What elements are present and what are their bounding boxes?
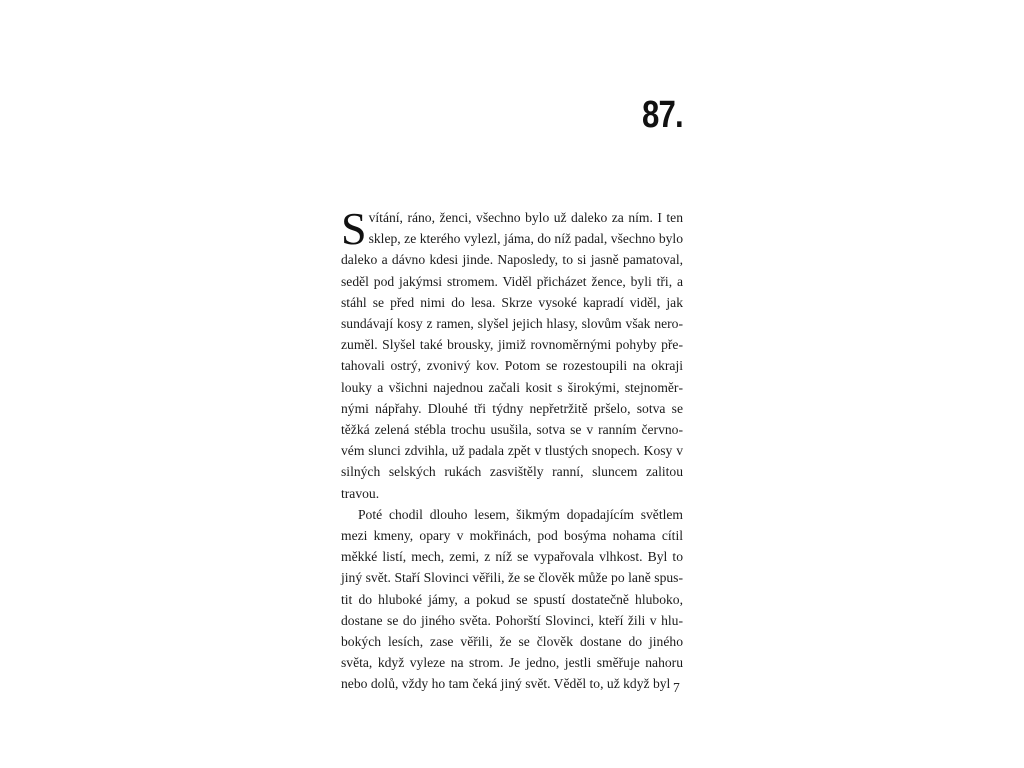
drop-cap: S [341, 203, 367, 254]
paragraph-2: Poté chodil dlouho lesem, šikmým dopadajícím světlem mezi kmeny, opary v mokřinách, pod bosýma nohama cítil měkké listí, mech, zemi, z níž se vypařovala vlhkost. Byl to jiný svět. Staří Slovinci věřili, že se člověk může po laně spustit do hluboké jámy, a pokud se spustí dostatečně hluboko, dostane se do jiného světa. Pohorští Slovinci, kteří žili v hlubokých lesích, zase věřili, že se člověk dostane do jiného světa, když vyleze na strom. Je jedno, jestli směřuje nahoru nebo dolů, vždy ho tam čeká jiný svět. Věděl to, už když byl [341, 506, 683, 692]
paragraph-1-text: vítání, ráno, ženci, všechno bylo už daleko za ním. I ten sklep, ze kterého vylezl, jáma, do níž padal, všechno bylo daleko a dávno kdesi jinde. Naposledy, to si jasně pamatoval, seděl pod jakýmsi stromem. Viděl přicházet žence, byli tři, a stáhl se před nimi do lesa. Skrze vysoké kapradí viděl, jak sundávají kosy z ramen, slyšel jejich hlasy, slovům však nerozuměl. Slyšel také brousky, jimiž rovnoměrnými pohyby přetahovali ostrý, zvonivý kov. Potom se rozestoupili na okraji louky a všichni najednou začali kosit s širokými, stejnoměrnými nápřahy. Dlouhé tři týdny nepřetržitě pršelo, sotva se těžká zelená stébla trochu usušila, sotva se v ranním červnovém slunci zdvihla, už padala zpět v tlustých snopech. Kosy v silných selských rukách zasvištěly ranní, sluncem zalitou travou. [341, 210, 683, 501]
chapter-number: 87. [642, 94, 683, 136]
paragraph-1 [341, 203, 683, 504]
body-text [341, 203, 683, 695]
page-number: 7 [673, 680, 680, 695]
